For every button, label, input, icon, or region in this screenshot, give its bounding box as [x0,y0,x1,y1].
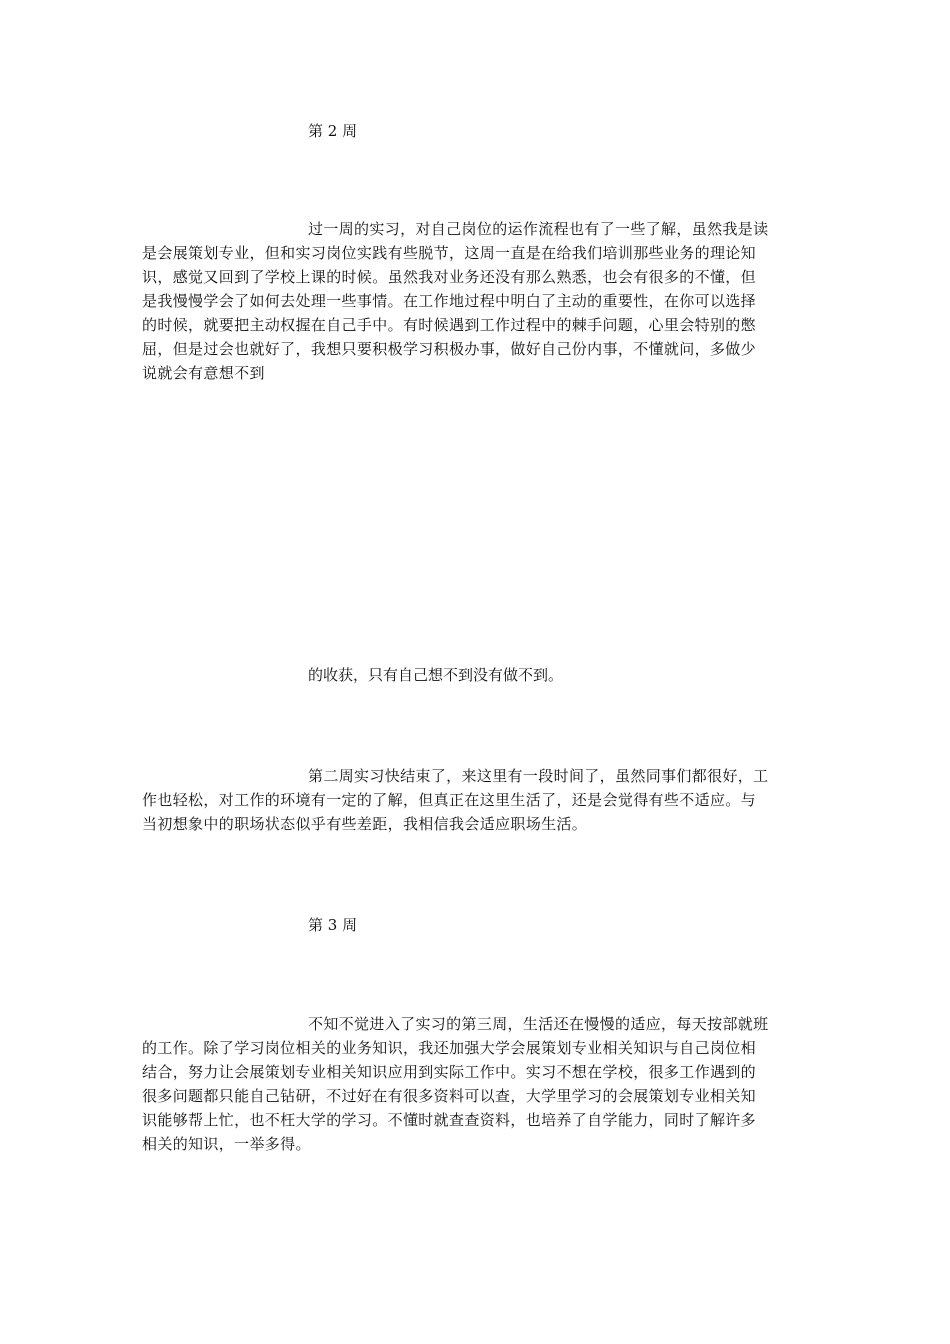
paragraph-line: 很多问题都只能自己钻研，不过好在有很多资料可以查，大学里学习的会展策划专业相关知 [142,1087,757,1105]
paragraph-week2-first [142,217,811,385]
paragraph-line: 过一周的实习，对自己岗位的运作流程也有了一些了解，虽然我是读 [308,220,769,238]
paragraph-line: 结合，努力让会展策划专业相关知识应用到实际工作中。实习不想在学校，很多工作遇到的 [142,1063,757,1081]
week-2-heading: 第 2 周 [308,122,358,140]
paragraph-line: 当初想象中的职场状态似乎有些差距，我相信我会适应职场生活。 [142,815,588,833]
paragraph-line: 的工作。除了学习岗位相关的业务知识，我还加强大学会展策划专业相关知识与自己岗位相 [142,1039,757,1057]
paragraph-line: 不知不觉进入了实习的第三周，生活还在慢慢的适应，每天按部就班 [308,1015,769,1033]
paragraph-line: 第二周实习快结束了，来这里有一段时间了，虽然同事们都很好，工 [308,767,769,785]
paragraph-line: 作也轻松，对工作的环境有一定的了解，但真正在这里生活了，还是会觉得有些不适应。与 [142,791,757,809]
paragraph-continuation: 的收获，只有自己想不到没有做不到。 [308,666,564,684]
paragraph-line: 是我慢慢学会了如何去处理一些事情。在工作地过程中明白了主动的重要性，在你可以选择 [142,292,757,310]
paragraph-line: 说就会有意想不到 [142,364,265,382]
paragraph-week3 [142,1012,811,1156]
week-3-heading: 第 3 周 [308,916,358,934]
paragraph-line: 是会展策划专业，但和实习岗位实践有些脱节，这周一直是在给我们培训那些业务的理论知 [142,244,757,262]
paragraph-line: 的时候，就要把主动权握在自己手中。有时候遇到工作过程中的棘手问题，心里会特别的憋 [142,316,757,334]
paragraph-line: 识，感觉又回到了学校上课的时候。虽然我对业务还没有那么熟悉，也会有很多的不懂，但 [142,268,757,286]
paragraph-line: 相关的知识，一举多得。 [142,1135,311,1153]
paragraph-line: 识能够帮上忙，也不枉大学的学习。不懂时就查查资料，也培养了自学能力，同时了解许多 [142,1111,757,1129]
paragraph-line: 屈，但是过会也就好了，我想只要积极学习积极办事，做好自己份内事，不懂就问，多做少 [142,340,757,358]
paragraph-week2-summary [142,764,811,836]
